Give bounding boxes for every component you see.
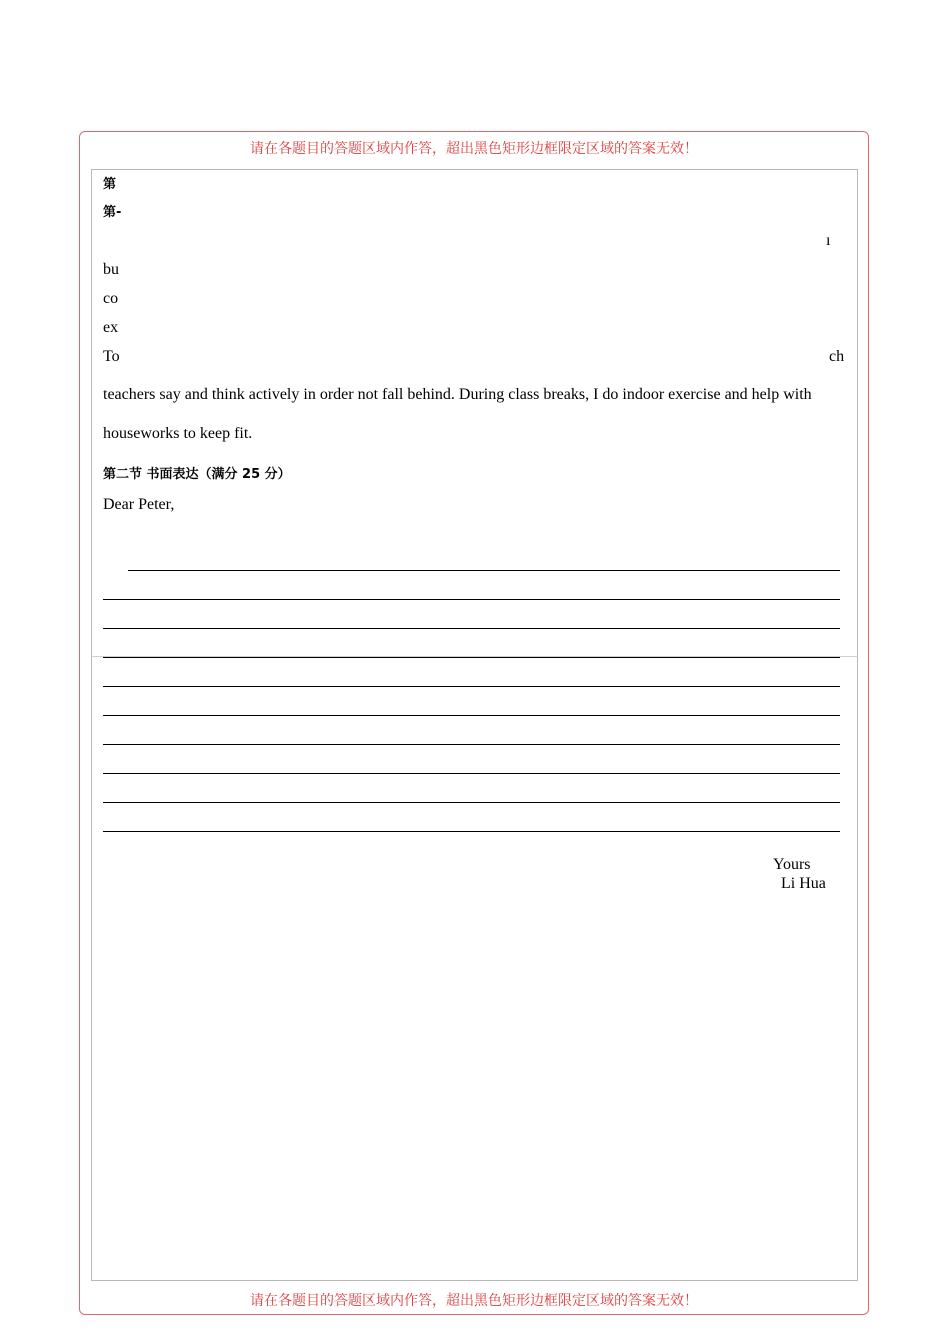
writing-line[interactable]	[103, 773, 840, 774]
paragraph-line: teachers say and think actively in order not fall behind. During class breaks, I do indoor exercise and help with	[103, 386, 812, 403]
letter-salutation: Dear Peter,	[103, 496, 175, 513]
writing-line[interactable]	[128, 570, 840, 571]
writing-line[interactable]	[103, 744, 840, 745]
letter-signature: Li Hua	[781, 875, 826, 892]
answer-box	[91, 169, 858, 1281]
notice-top: 请在各题目的答题区域内作答，超出黑色矩形边框限定区域的答案无效！	[250, 141, 698, 157]
obscured-fragment: ex	[103, 319, 119, 336]
writing-line[interactable]	[103, 715, 840, 716]
section-title: 第二节 书面表达（满分 25 分）	[103, 467, 291, 482]
writing-line[interactable]	[103, 599, 840, 600]
obscured-heading-2: 第-	[103, 205, 122, 220]
writing-line[interactable]	[103, 657, 840, 658]
letter-closing: Yours	[773, 856, 811, 873]
notice-bottom: 请在各题目的答题区域内作答，超出黑色矩形边框限定区域的答案无效！	[250, 1293, 698, 1309]
writing-line[interactable]	[103, 628, 840, 629]
obscured-fragment: To	[103, 348, 120, 365]
obscured-heading-1: 第	[103, 177, 117, 192]
obscured-fragment: ı	[826, 232, 831, 249]
writing-line[interactable]	[103, 802, 840, 803]
paragraph-line: houseworks to keep fit.	[103, 425, 253, 442]
obscured-fragment: co	[103, 290, 119, 307]
obscured-fragment: bu	[103, 261, 119, 278]
writing-line[interactable]	[103, 831, 840, 832]
writing-line[interactable]	[103, 686, 840, 687]
obscured-fragment: ch	[829, 348, 845, 365]
